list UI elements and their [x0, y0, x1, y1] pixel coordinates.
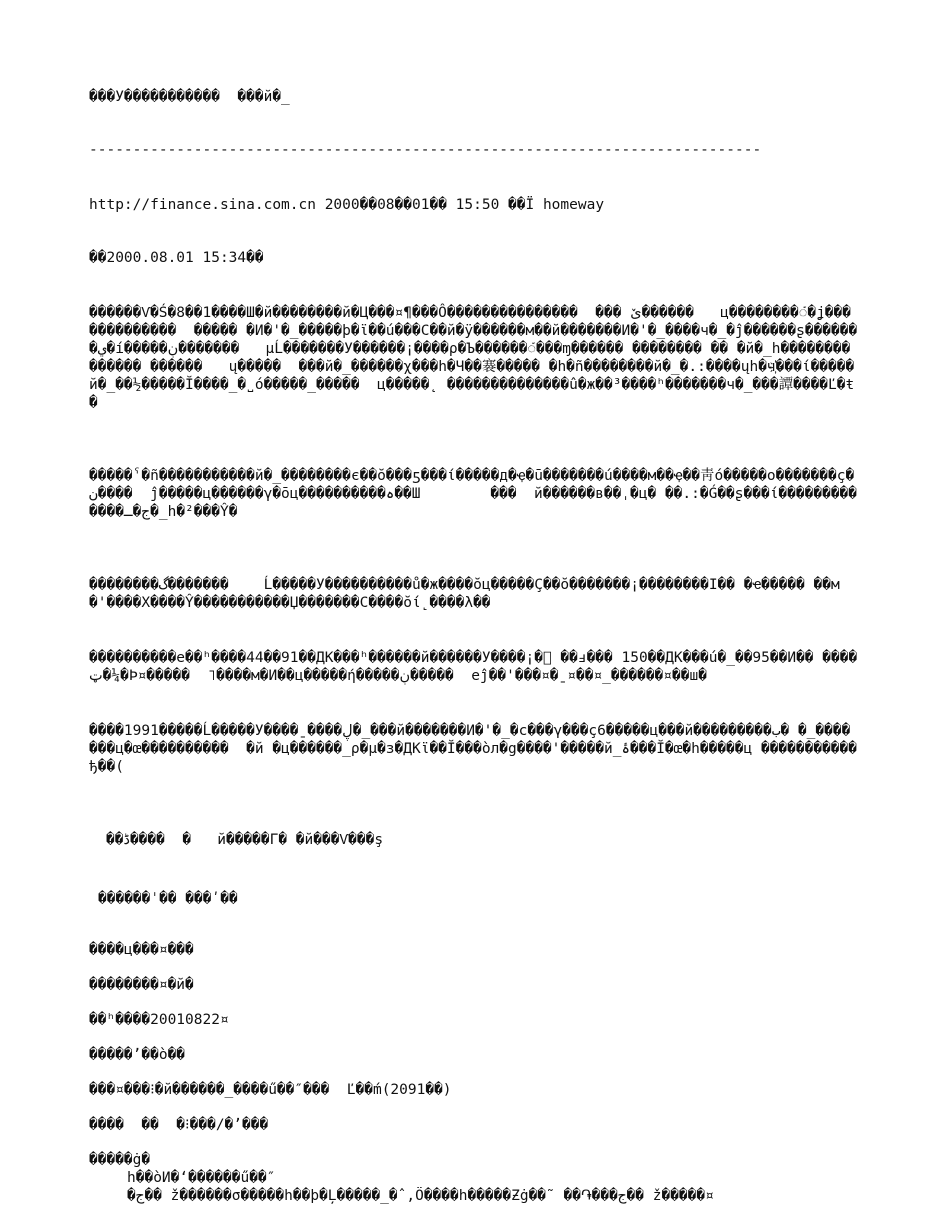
footer-line: ��ʰ����20010822¤ — [89, 1012, 229, 1028]
article-paragraph: ������Ѵ�Ś�8��1����Ш�й��������й�Ц���¤¶���Ô��������������� ��� ێ������ ц��������ꦁ�ʝ������������� ����� �И�'�_�����ϸ�ϊ��ú���C��й�ÿ������м��й�������И�'�_����ч�_�ĵ������ʂ�������ي�í�����ڹ������� µĹ�������У������¡����ρ�Ъ������ꦁ���ɱ������ �������� �� �й�_h�������������� ������ ų����� ���й�_������χ���h�Ч��褰����� �h�ñ��������й�_�.:����ųh�ч҉���ί�����й�_��½�����Ĭ����_�˽ó�����_����� ц�����˛ ��������������û�ж��³����ʰ�������ч�_���譚����Ľ�ŧ� — [89, 305, 858, 411]
footer-line: ��������¤�й� — [89, 977, 194, 993]
footer-line: �����ʼ��ò�� — [89, 1047, 186, 1063]
document-title: ���У����������� ���й�_ — [89, 89, 290, 105]
article-paragraph: ��������گ������� Ĺ�����У����������ů�ж����ŏц�����Ç��ŏ�������¡��������Ι�� �ҽ����� ��м�'����Χ����Ŷ�����������Џ�������C����ŏί˻����λ�� — [89, 577, 840, 611]
article-paragraph: ����1991�����Ĺ�����У����ˍ����ڸ�_���й�������И�'�_�с���γ���ç6�����ц���й���������ب� �_�������ц�œ���������� �й �ц������_ρ�µ�з�ДКϊ��Ĭ���òл�g����'�����й_ۂ���Ĭ�œ�h�����ц �����������ђ��( — [89, 723, 857, 775]
footer-line: ���� �� �⁝���/�ʼ��� — [89, 1117, 269, 1133]
footer-line: ����ц���¤��� — [89, 942, 194, 958]
article-paragraph: ����������е��ʰ����44��91��ДК���ʰ������й������У����¡�ͣ ��ⅎ��� 150��ДК���ú�_��95��И�� ����ټ�¼�Ϸ¤����� ˥����м�И��ц�����ή�����ڹ����� еĵ��'���¤�ˍ¤��¤_������¤��ш� — [89, 650, 858, 684]
separator-line: ----------------------------------------------------------------------------- — [89, 142, 762, 158]
footer-block-line: �ج�� ž������σ�����h��þ�Ļ�����_�ˆ,Ö����h�����Ƶġ��˜ ��֏���ج�� ž�����¤ — [127, 1188, 714, 1204]
footer-subheading: ������ˈ�� ���ʹ�� — [98, 891, 238, 907]
footer-line: ���¤���⁝�й������_����ű��″��� Ľ��ḿ(2091��) — [89, 1082, 452, 1098]
footer-block-line: h��òИ�ʻ������ű��″ — [127, 1170, 276, 1186]
footer-line: �����ġ� — [89, 1152, 151, 1168]
source-line: http://finance.sina.com.cn 2000��08��01�� 15:50 ��Ϊ homeway — [89, 197, 605, 213]
footer-heading: ��ڈ���� � й�����Г� �й���Ѵ���ş — [106, 832, 384, 848]
article-paragraph: �����ˁ�ñ�����������й�_��������є��ŏ���ƽ���ί�����д�ҿ�ū�������ú����м��ҿ��靑ó�����о�������ç�ن���� ĵ�����ц������γ�ōц����������ہ��Ш ��� й������в��ˌ�ц� ��.:�Ǵ��ʂ���ί�������������ج�ـ�_h�²���Ŷ� — [89, 468, 858, 520]
document-page — [89, 88, 869, 1205]
timestamp-line: ��2000.08.01 15:34�� — [89, 250, 264, 266]
